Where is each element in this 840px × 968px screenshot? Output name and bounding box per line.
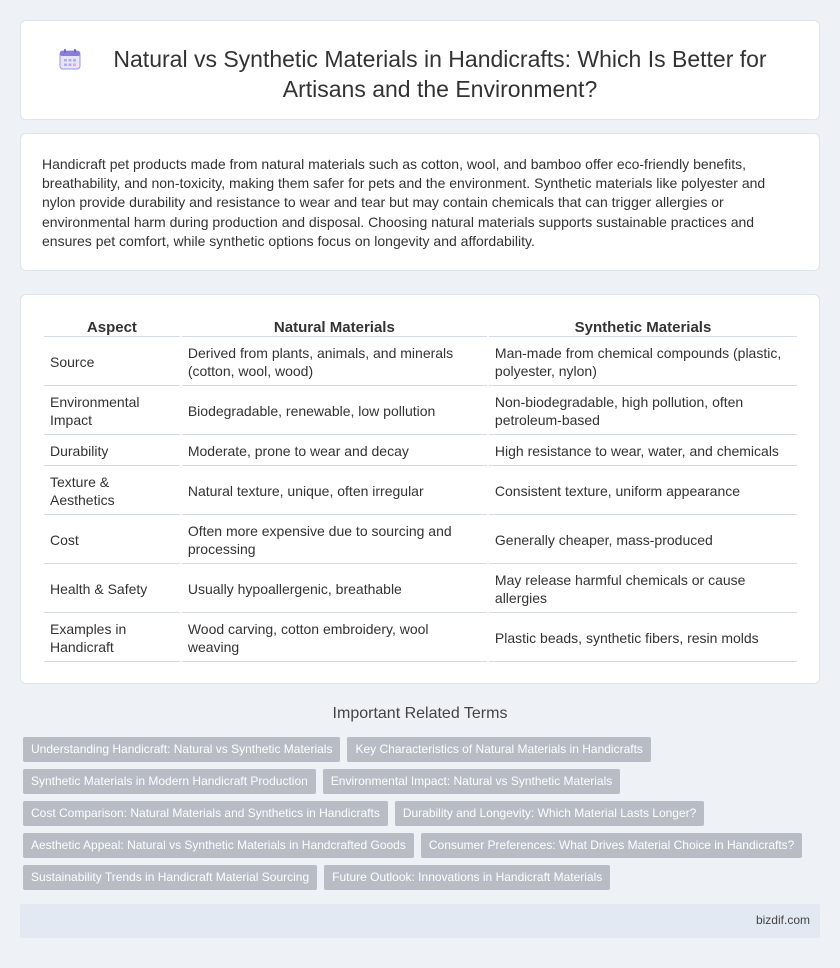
page-title: Natural vs Synthetic Materials in Handicrafts: Which Is Better for Artisans and the Environment? xyxy=(113,46,767,102)
cell-aspect: Cost xyxy=(44,517,180,564)
table-row xyxy=(44,566,797,613)
cell-natural: Usually hypoallergenic, breathable xyxy=(182,566,487,613)
footer-bar xyxy=(20,904,820,938)
related-term-link[interactable]: Synthetic Materials in Modern Handicraft Production xyxy=(23,769,316,794)
cell-natural: Wood carving, cotton embroidery, wool weaving xyxy=(182,615,487,662)
footer-site-name[interactable]: bizdif.com xyxy=(755,913,810,927)
related-term-link[interactable]: Cost Comparison: Natural Materials and Synthetics in Handicrafts xyxy=(23,801,388,826)
cell-natural: Natural texture, unique, often irregular xyxy=(182,468,487,515)
cell-aspect: Durability xyxy=(44,437,180,466)
cell-synthetic: Non-biodegradable, high pollution, often petroleum-based xyxy=(489,388,797,435)
cell-natural: Moderate, prone to wear and decay xyxy=(182,437,487,466)
cell-natural: Often more expensive due to sourcing and processing xyxy=(182,517,487,564)
comparison-table xyxy=(42,315,799,664)
intro-card xyxy=(20,133,820,271)
cell-aspect: Health & Safety xyxy=(44,566,180,613)
cell-synthetic: Plastic beads, synthetic fibers, resin molds xyxy=(489,615,797,662)
cell-natural: Derived from plants, animals, and minerals (cotton, wool, wood) xyxy=(182,339,487,386)
cell-synthetic: May release harmful chemicals or cause allergies xyxy=(489,566,797,613)
table-row xyxy=(44,339,797,386)
related-term-link[interactable]: Key Characteristics of Natural Materials in Handicrafts xyxy=(347,737,650,762)
header-aspect: Aspect xyxy=(44,317,180,337)
title-card xyxy=(20,20,820,120)
related-term-link[interactable]: Understanding Handicraft: Natural vs Synthetic Materials xyxy=(23,737,340,762)
cell-aspect: Examples in Handicraft xyxy=(44,615,180,662)
calendar-icon xyxy=(59,48,81,70)
table-header-row xyxy=(44,317,797,337)
cell-synthetic: Consistent texture, uniform appearance xyxy=(489,468,797,515)
intro-paragraph: Handicraft pet products made from natural materials such as cotton, wool, and bamboo offer eco-friendly benefits, breathability, and non-toxicity, making them safer for pets and the environment. Synthetic materials like polyester and nylon provide durability and resistance to wear and tear but may contain chemicals that can trigger allergies or environmental harm during production and disposal. Choosing natural materials supports sustainable practices and ensures pet comfort, while synthetic options focus on longevity and affordability. xyxy=(42,156,766,249)
cell-synthetic: Man-made from chemical compounds (plastic, polyester, nylon) xyxy=(489,339,797,386)
cell-natural: Biodegradable, renewable, low pollution xyxy=(182,388,487,435)
table-row xyxy=(44,388,797,435)
comparison-card xyxy=(20,294,820,684)
related-term-link[interactable]: Consumer Preferences: What Drives Material Choice in Handicrafts? xyxy=(421,833,802,858)
related-term-link[interactable]: Environmental Impact: Natural vs Synthetic Materials xyxy=(323,769,620,794)
related-term-link[interactable]: Durability and Longevity: Which Material Lasts Longer? xyxy=(395,801,704,826)
related-terms-heading: Important Related Terms xyxy=(332,705,508,722)
table-row xyxy=(44,437,797,466)
cell-synthetic: Generally cheaper, mass-produced xyxy=(489,517,797,564)
related-term-link[interactable]: Aesthetic Appeal: Natural vs Synthetic Materials in Handcrafted Goods xyxy=(23,833,414,858)
cell-aspect: Source xyxy=(44,339,180,386)
table-row xyxy=(44,517,797,564)
table-row xyxy=(44,615,797,662)
related-terms-list xyxy=(23,737,813,897)
related-term-link[interactable]: Sustainability Trends in Handicraft Material Sourcing xyxy=(23,865,317,890)
table-row xyxy=(44,468,797,515)
related-term-link[interactable]: Future Outlook: Innovations in Handicraft Materials xyxy=(324,865,610,890)
cell-aspect: Texture & Aesthetics xyxy=(44,468,180,515)
header-natural: Natural Materials xyxy=(182,317,487,337)
cell-aspect: Environmental Impact xyxy=(44,388,180,435)
header-synthetic: Synthetic Materials xyxy=(489,317,797,337)
cell-synthetic: High resistance to wear, water, and chemicals xyxy=(489,437,797,466)
